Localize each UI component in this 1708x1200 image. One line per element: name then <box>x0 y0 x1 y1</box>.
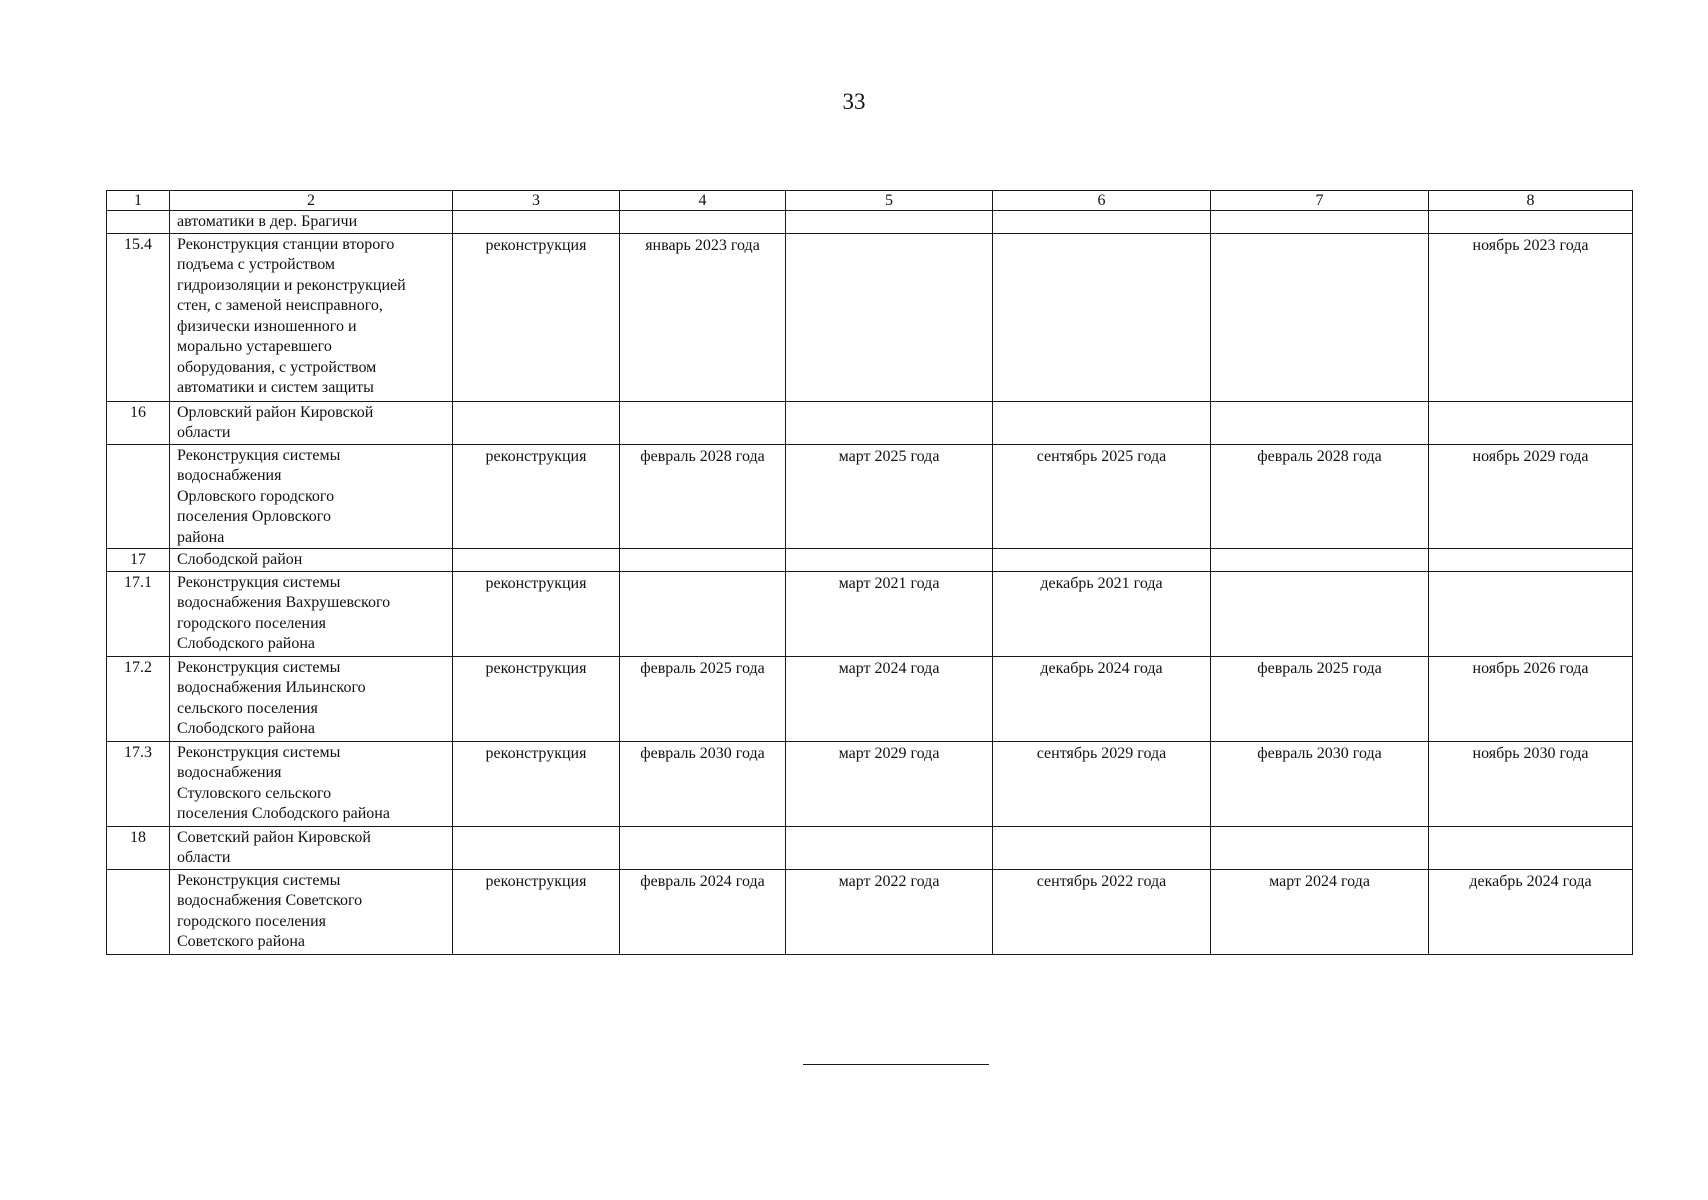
cell-col-5 <box>786 549 993 572</box>
row-name: Советский район Кировской области <box>170 826 453 869</box>
cell-col-6: сентябрь 2029 года <box>993 741 1211 826</box>
row-name: Реконструкция системы водоснабжения Вахрушевского городского поселения Слободского района <box>170 571 453 656</box>
row-name: Реконструкция системы водоснабжения Ильинского сельского поселения Слободского района <box>170 656 453 741</box>
column-header-2: 2 <box>170 191 453 211</box>
row-number <box>107 211 170 234</box>
cell-col-3: реконструкция <box>453 656 620 741</box>
cell-col-7: февраль 2025 года <box>1211 656 1429 741</box>
column-header-3: 3 <box>453 191 620 211</box>
row-name: автоматики в дер. Брагичи <box>170 211 453 234</box>
row-number: 18 <box>107 826 170 869</box>
cell-col-7 <box>1211 571 1429 656</box>
row-number <box>107 869 170 954</box>
row-number: 17.2 <box>107 656 170 741</box>
cell-col-3: реконструкция <box>453 571 620 656</box>
cell-col-4: февраль 2028 года <box>620 444 786 549</box>
cell-col-6 <box>993 233 1211 401</box>
cell-col-4 <box>620 401 786 444</box>
cell-col-4: февраль 2030 года <box>620 741 786 826</box>
table-row <box>107 741 1633 826</box>
page-number: 33 <box>842 89 866 114</box>
cell-col-7: март 2024 года <box>1211 869 1429 954</box>
cell-col-4: февраль 2024 года <box>620 869 786 954</box>
cell-col-7: февраль 2028 года <box>1211 444 1429 549</box>
table-row <box>107 444 1633 549</box>
cell-col-6: декабрь 2024 года <box>993 656 1211 741</box>
cell-col-6 <box>993 401 1211 444</box>
row-number: 16 <box>107 401 170 444</box>
cell-col-7 <box>1211 233 1429 401</box>
row-name: Реконструкция системы водоснабжения Стуловского сельского поселения Слободского района <box>170 741 453 826</box>
table-row <box>107 401 1633 444</box>
table-row <box>107 233 1633 401</box>
cell-col-7 <box>1211 401 1429 444</box>
column-header-4: 4 <box>620 191 786 211</box>
cell-col-3 <box>453 826 620 869</box>
cell-col-5 <box>786 233 993 401</box>
cell-col-5: март 2022 года <box>786 869 993 954</box>
cell-col-3 <box>453 211 620 234</box>
column-header-5: 5 <box>786 191 993 211</box>
cell-col-7 <box>1211 826 1429 869</box>
cell-col-3 <box>453 401 620 444</box>
cell-col-4: февраль 2025 года <box>620 656 786 741</box>
cell-col-6 <box>993 549 1211 572</box>
row-name: Реконструкция станции второго подъема с устройством гидроизоляции и реконструкцией стен, с заменой неисправного, физически изношенного и морально устаревшего оборудования, с устройством автоматики и систем защиты <box>170 233 453 401</box>
cell-col-5: март 2029 года <box>786 741 993 826</box>
table-body <box>107 211 1633 955</box>
cell-col-8: ноябрь 2026 года <box>1429 656 1633 741</box>
table-row <box>107 211 1633 234</box>
cell-col-7 <box>1211 549 1429 572</box>
cell-col-5 <box>786 401 993 444</box>
cell-col-3: реконструкция <box>453 444 620 549</box>
cell-col-5 <box>786 211 993 234</box>
row-number: 15.4 <box>107 233 170 401</box>
row-name: Реконструкция системы водоснабжения Советского городского поселения Советского района <box>170 869 453 954</box>
row-number: 17.1 <box>107 571 170 656</box>
cell-col-6 <box>993 211 1211 234</box>
row-number: 17.3 <box>107 741 170 826</box>
cell-col-6 <box>993 826 1211 869</box>
table-row <box>107 549 1633 572</box>
row-number: 17 <box>107 549 170 572</box>
cell-col-8 <box>1429 401 1633 444</box>
cell-col-8: ноябрь 2023 года <box>1429 233 1633 401</box>
column-header-7: 7 <box>1211 191 1429 211</box>
row-name: Реконструкция системы водоснабжения Орловского городского поселения Орловского района <box>170 444 453 549</box>
cell-col-7: февраль 2030 года <box>1211 741 1429 826</box>
cell-col-8 <box>1429 826 1633 869</box>
cell-col-8 <box>1429 211 1633 234</box>
cell-col-5: март 2021 года <box>786 571 993 656</box>
cell-col-3: реконструкция <box>453 741 620 826</box>
cell-col-3: реконструкция <box>453 869 620 954</box>
schedule-table <box>106 190 1633 955</box>
table-row <box>107 869 1633 954</box>
table-row <box>107 656 1633 741</box>
end-divider-line <box>803 1064 989 1065</box>
cell-col-4 <box>620 571 786 656</box>
row-name: Слободской район <box>170 549 453 572</box>
table-row <box>107 826 1633 869</box>
row-name: Орловский район Кировской области <box>170 401 453 444</box>
header-row <box>107 191 1633 211</box>
cell-col-3: реконструкция <box>453 233 620 401</box>
cell-col-4: январь 2023 года <box>620 233 786 401</box>
cell-col-8: ноябрь 2030 года <box>1429 741 1633 826</box>
cell-col-5: март 2024 года <box>786 656 993 741</box>
cell-col-6: сентябрь 2025 года <box>993 444 1211 549</box>
cell-col-8 <box>1429 549 1633 572</box>
cell-col-6: декабрь 2021 года <box>993 571 1211 656</box>
cell-col-5 <box>786 826 993 869</box>
cell-col-3 <box>453 549 620 572</box>
row-number <box>107 444 170 549</box>
cell-col-4 <box>620 549 786 572</box>
cell-col-4 <box>620 826 786 869</box>
column-header-1: 1 <box>107 191 170 211</box>
cell-col-6: сентябрь 2022 года <box>993 869 1211 954</box>
cell-col-8: ноябрь 2029 года <box>1429 444 1633 549</box>
table-header <box>107 191 1633 211</box>
cell-col-4 <box>620 211 786 234</box>
cell-col-7 <box>1211 211 1429 234</box>
column-header-6: 6 <box>993 191 1211 211</box>
cell-col-5: март 2025 года <box>786 444 993 549</box>
table-row <box>107 571 1633 656</box>
column-header-8: 8 <box>1429 191 1633 211</box>
cell-col-8 <box>1429 571 1633 656</box>
cell-col-8: декабрь 2024 года <box>1429 869 1633 954</box>
